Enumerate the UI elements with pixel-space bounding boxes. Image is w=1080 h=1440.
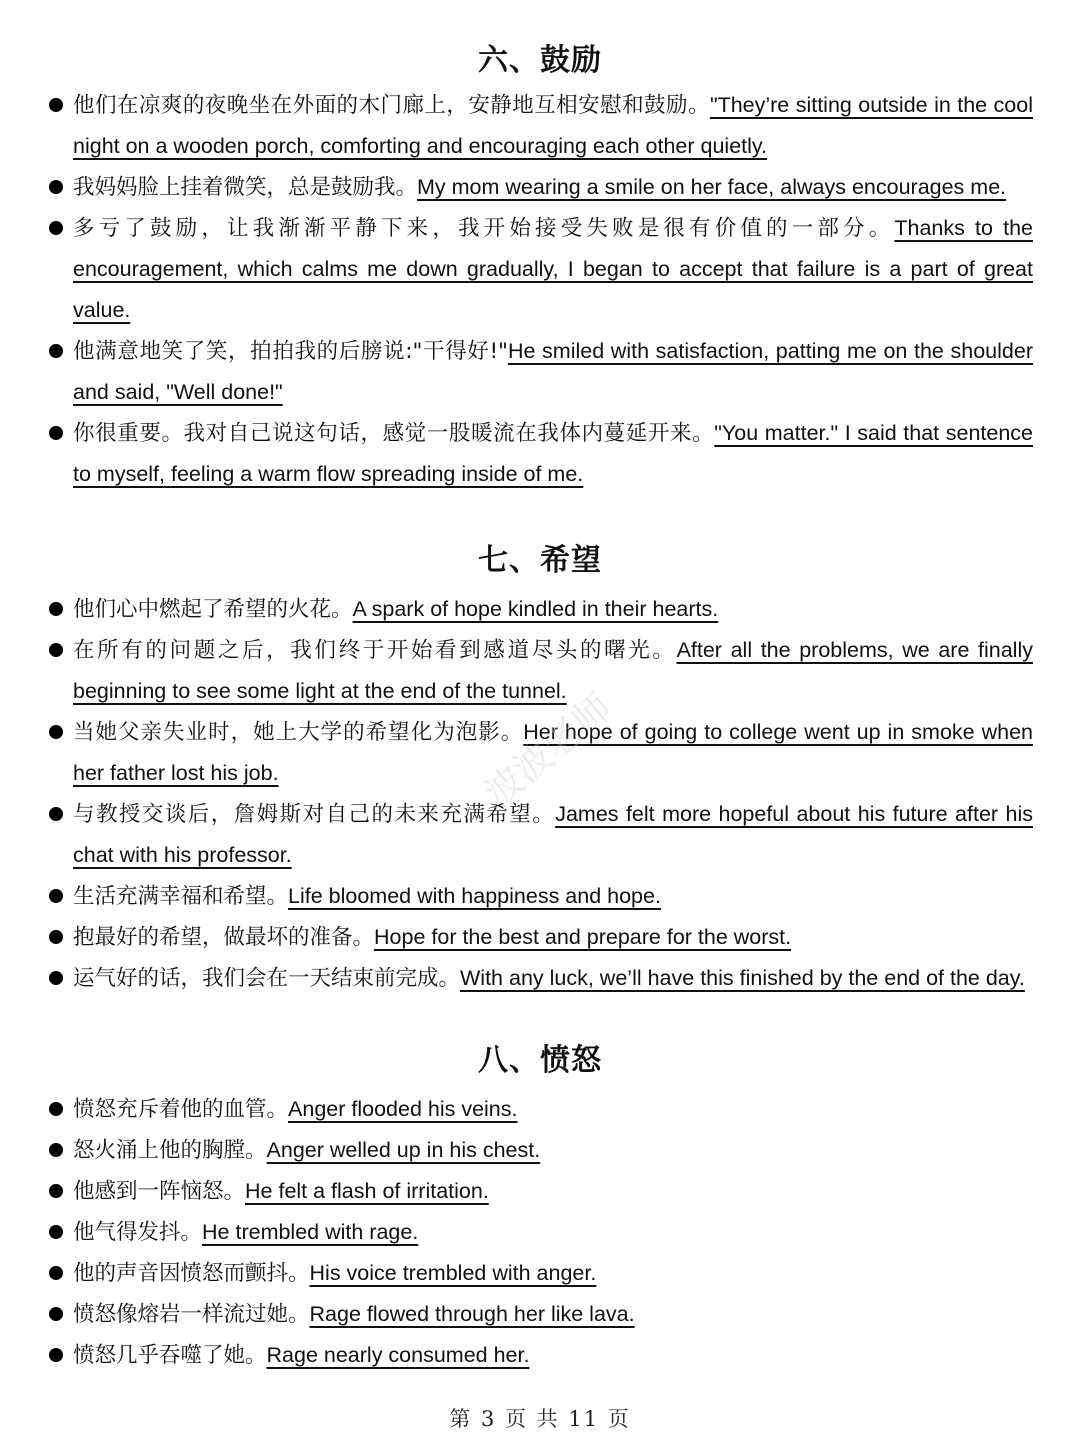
- chinese-sentence: 多亏了鼓励，让我渐渐平静下来，我开始接受失败是很有价值的一部分。: [73, 216, 895, 241]
- chinese-sentence: 与教授交谈后，詹姆斯对自己的未来充满希望。: [73, 802, 556, 827]
- english-translation: Thanks to the encouragement, which calms me down gradually, I began to accept that failure is a part of great value.: [73, 216, 1033, 322]
- bullet-icon: [49, 1266, 63, 1280]
- english-translation: Life bloomed with happiness and hope.: [288, 884, 661, 908]
- chinese-sentence: 抱最好的希望，做最坏的准备。: [73, 925, 375, 950]
- section-title: 七、希望: [478, 543, 602, 578]
- list-item: [73, 630, 1033, 712]
- list-item: [73, 712, 1033, 794]
- list-item: [73, 413, 1033, 495]
- watermark: 波波老师: [475, 684, 621, 816]
- english-translation: Rage flowed through her like lava.: [309, 1302, 635, 1326]
- list-item: [73, 1294, 1033, 1335]
- bullet-icon: [49, 1184, 63, 1198]
- list-item: [73, 85, 1033, 167]
- english-translation: He smiled with satisfaction, patting me on the shoulder and said, "Well done!": [73, 339, 1033, 404]
- section-title: 八、愤怒: [478, 1043, 602, 1078]
- english-translation: Anger welled up in his chest.: [266, 1138, 541, 1162]
- section-hope: [0, 536, 1080, 999]
- english-translation: Anger flooded his veins.: [288, 1097, 518, 1121]
- bullet-icon: [49, 725, 63, 739]
- bullet-icon: [49, 426, 63, 440]
- section-encouragement: [0, 36, 1080, 495]
- bullet-icon: [49, 1143, 63, 1157]
- english-translation: Hope for the best and prepare for the worst.: [374, 925, 792, 949]
- english-translation: With any luck, we’ll have this finished by the end of the day.: [460, 966, 1025, 990]
- english-translation: After all the problems, we are finally beginning to see some light at the end of the tunnel.: [73, 638, 1033, 703]
- chinese-sentence: 怒火涌上他的胸膛。: [73, 1138, 267, 1163]
- bullet-icon: [49, 221, 63, 235]
- english-translation: "They’re sitting outside in the cool night on a wooden porch, comforting and encouraging each other quietly.: [73, 93, 1033, 158]
- bullet-icon: [49, 889, 63, 903]
- list-item: [73, 1212, 1033, 1253]
- list-item: [73, 589, 1033, 630]
- chinese-sentence: 当她父亲失业时，她上大学的希望化为泡影。: [73, 720, 524, 745]
- list-item: [73, 1089, 1033, 1130]
- chinese-sentence: 愤怒充斥着他的血管。: [73, 1097, 289, 1122]
- chinese-sentence: 你很重要。我对自己说这句话，感觉一股暖流在我体内蔓延开来。: [73, 421, 715, 446]
- english-translation: His voice trembled with anger.: [309, 1261, 597, 1285]
- english-translation: A spark of hope kindled in their hearts.: [352, 597, 719, 621]
- list-item: [73, 1171, 1033, 1212]
- bullet-icon: [49, 98, 63, 112]
- bullet-icon: [49, 930, 63, 944]
- chinese-sentence: 他的声音因愤怒而颤抖。: [73, 1261, 310, 1286]
- bullet-icon: [49, 643, 63, 657]
- bullet-icon: [49, 1348, 63, 1362]
- chinese-sentence: 他感到一阵恼怒。: [73, 1179, 246, 1204]
- english-translation: He trembled with rage.: [202, 1220, 419, 1244]
- list-item: [73, 1130, 1033, 1171]
- section-anger: [0, 1036, 1080, 1376]
- chinese-sentence: 运气好的话，我们会在一天结束前完成。: [73, 966, 461, 991]
- section-title: 六、鼓励: [478, 43, 602, 78]
- bullet-icon: [49, 1102, 63, 1116]
- bullet-icon: [49, 344, 63, 358]
- bullet-icon: [49, 971, 63, 985]
- english-translation: Rage nearly consumed her.: [266, 1343, 530, 1367]
- list-item: [73, 958, 1033, 999]
- page-number-footer: 第 3 页 共 11 页: [449, 1407, 631, 1431]
- list-item: [73, 167, 1033, 208]
- english-translation: James felt more hopeful about his future after his chat with his professor.: [73, 802, 1033, 867]
- sentence-list: [0, 1089, 1080, 1376]
- english-translation: My mom wearing a smile on her face, always encourages me.: [417, 175, 1007, 199]
- bullet-icon: [49, 602, 63, 616]
- bullet-icon: [49, 1307, 63, 1321]
- bullet-icon: [49, 807, 63, 821]
- chinese-sentence: 他气得发抖。: [73, 1220, 203, 1245]
- english-translation: "You matter." I said that sentence to myself, feeling a warm flow spreading inside of me.: [73, 421, 1033, 486]
- english-translation: He felt a flash of irritation.: [245, 1179, 489, 1203]
- english-translation: Her hope of going to college went up in smoke when her father lost his job.: [73, 720, 1033, 785]
- chinese-sentence: 生活充满幸福和希望。: [73, 884, 289, 909]
- list-item: [73, 917, 1033, 958]
- chinese-sentence: 他们心中燃起了希望的火花。: [73, 597, 353, 622]
- list-item: [73, 331, 1033, 413]
- list-item: [73, 1335, 1033, 1376]
- sentence-list: [0, 589, 1080, 999]
- chinese-sentence: 在所有的问题之后，我们终于开始看到感道尽头的曙光。: [73, 638, 677, 663]
- list-item: [73, 208, 1033, 331]
- chinese-sentence: 愤怒像熔岩一样流过她。: [73, 1302, 310, 1327]
- bullet-icon: [49, 1225, 63, 1239]
- chinese-sentence: 我妈妈脸上挂着微笑，总是鼓励我。: [73, 175, 418, 200]
- bullet-icon: [49, 180, 63, 194]
- chinese-sentence: 愤怒几乎吞噬了她。: [73, 1343, 267, 1368]
- chinese-sentence: 他们在凉爽的夜晚坐在外面的木门廊上，安静地互相安慰和鼓励。: [73, 93, 710, 118]
- chinese-sentence: 他满意地笑了笑，拍拍我的后膀说:"干得好!": [73, 339, 508, 364]
- list-item: [73, 876, 1033, 917]
- list-item: [73, 794, 1033, 876]
- sentence-list: [0, 85, 1080, 495]
- list-item: [73, 1253, 1033, 1294]
